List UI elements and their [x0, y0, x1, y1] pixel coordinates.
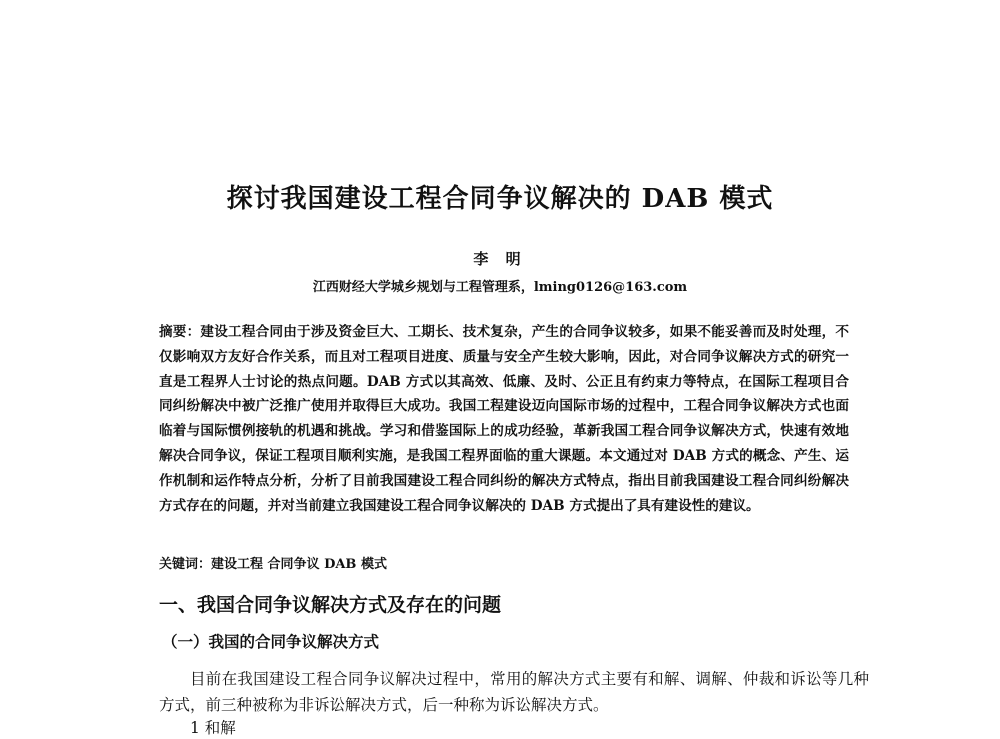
abstract-text: 建设工程合同由于涉及资金巨大、工期长、技术复杂，产生的合同争议较多，如果不能妥善而及时处理，不仅影响双方友好合作关系，而且对工程项目进度、质量与安全产生较大影响，因此，对合同争议解决方式的研究一直是工程界人士讨论的热点问题。DAB 方式以其高效、低廉、及时、公正且有约束力等特点，在国际工程项目合同纠纷解决中被广泛推广使用并取得巨大成功。我国工程建设迈向国际市场的过程中，工程合同争议解决方式也面临着与国际惯例接轨的机遇和挑战。学习和借鉴国际上的成功经验，革新我国工程合同争议解决方式，快速有效地解决合同争议，保证工程项目顺利实施，是我国工程界面临的重大课题。本文通过对 DAB 方式的概念、产生、运作机制和运作特点分析，分析了目前我国建设工程合同纠纷的解决方式特点，指出目前我国建设工程合同纠纷解决方式存在的问题，并对当前建立我国建设工程合同争议解决的 DAB 方式提出了具有建设性的建议。: [159, 324, 850, 514]
body-paragraph: 目前在我国建设工程合同争议解决过程中，常用的解决方式主要有和解、调解、仲裁和诉讼等几种方式，前三种被称为非诉讼解决方式，后一种称为诉讼解决方式。: [159, 670, 869, 714]
keywords-label: 关键词：: [159, 557, 212, 572]
section-heading: 一、我国合同争议解决方式及存在的问题: [159, 594, 502, 616]
list-item: 1 和解: [190, 719, 236, 737]
author-affiliation: 江西财经大学城乡规划与工程管理系，lming0126@163.com: [312, 280, 688, 295]
abstract-label: 摘要：: [159, 324, 201, 340]
abstract: [159, 320, 849, 518]
paper-title: 探讨我国建设工程合同争议解决的 DAB 模式: [226, 184, 774, 214]
author-name: 李 明: [473, 250, 527, 268]
keywords: [159, 553, 849, 572]
keywords-text: 建设工程 合同争议 DAB 模式: [211, 557, 387, 572]
subsection-heading: （一）我国的合同争议解决方式: [162, 632, 380, 651]
